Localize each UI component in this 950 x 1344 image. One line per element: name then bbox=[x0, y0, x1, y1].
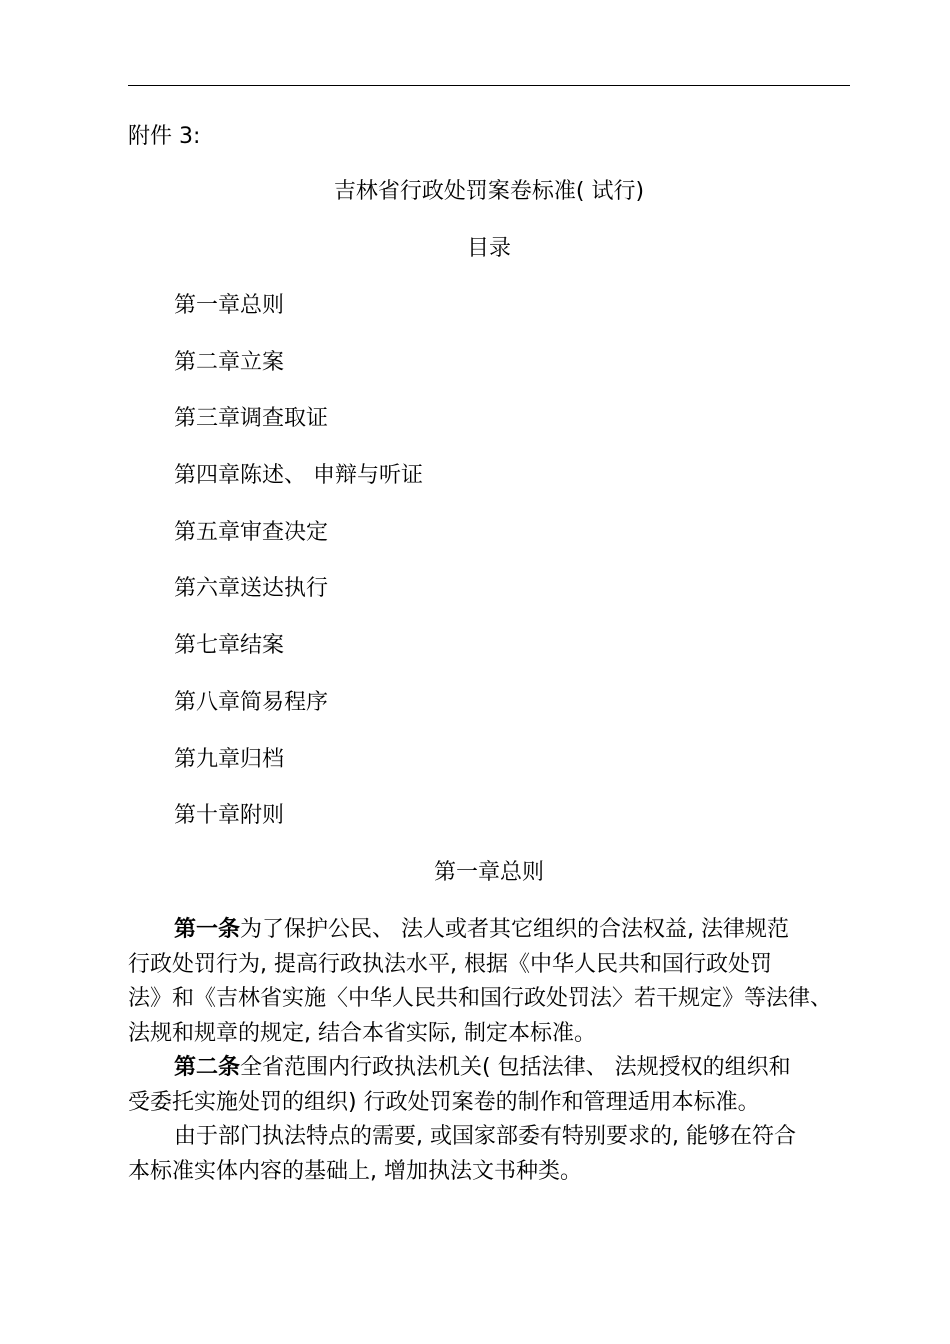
document-title: 吉林省行政处罚案卷标准( 试行) bbox=[333, 179, 645, 204]
toc-item: 第七章结案 bbox=[174, 633, 285, 659]
chapter-heading: 第一章总则 bbox=[433, 860, 544, 885]
paragraph-3: 由于部门执法特点的需要, 或国家部委有特别要求的, 能够在符合 本标准实体内容的基础上, 增加执法文书种类。 bbox=[128, 1124, 796, 1184]
toc-item: 第二章立案 bbox=[174, 349, 285, 375]
article-1-label: 第一条 bbox=[174, 917, 241, 942]
article-2 bbox=[128, 1051, 858, 1120]
toc-heading: 目录 bbox=[466, 236, 511, 261]
toc-item: 第五章审查决定 bbox=[174, 519, 329, 545]
article-2-text: 全省范围内行政执法机关( 包括法律、 法规授权的组织和 受委托实施处罚的组织) 行政处罚案卷的制作和管理适用本标准。 bbox=[128, 1055, 791, 1115]
header-rule bbox=[128, 85, 850, 86]
toc-item: 第九章归档 bbox=[174, 746, 285, 772]
toc-item: 第三章调查取证 bbox=[174, 406, 329, 432]
article-1-text: 为了保护公民、 法人或者其它组织的合法权益, 法律规范 行政处罚行为, 提高行政执法水平, 根据《中华人民共和国行政处罚 法》和《吉林省实施〈中华人民共和国行政处罚法〉若干规定》等法律、 法规和规章的规定, 结合本省实际, 制定本标准。 bbox=[128, 917, 833, 1046]
toc-item: 第四章陈述、 申辩与听证 bbox=[174, 463, 423, 489]
article-1 bbox=[128, 913, 858, 1051]
toc-item: 第一章总则 bbox=[174, 293, 285, 318]
toc-item: 第八章简易程序 bbox=[174, 689, 329, 715]
toc-item: 第六章送达执行 bbox=[174, 576, 329, 602]
toc-item: 第十章附则 bbox=[174, 803, 285, 829]
article-2-label: 第二条 bbox=[174, 1055, 241, 1080]
chapter-body bbox=[128, 913, 858, 1189]
attachment-label: 附件 3: bbox=[128, 124, 201, 149]
table-of-contents bbox=[174, 291, 423, 858]
